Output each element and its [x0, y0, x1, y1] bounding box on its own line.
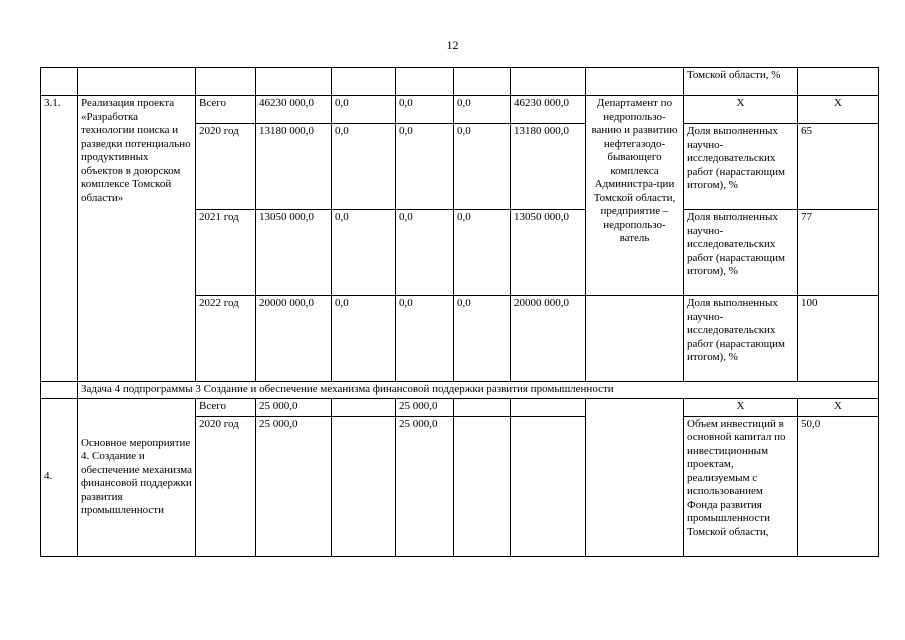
indicator-cell: Томской области, %	[684, 68, 798, 96]
local-cell: 0,0	[454, 296, 511, 382]
extra-budget-cell: 13050 000,0	[511, 210, 586, 296]
row-number: 3.1.	[41, 96, 78, 382]
year-cell: Всего	[196, 96, 256, 124]
year-cell: 2020 год	[196, 124, 256, 210]
regional-cell: 25 000,0	[396, 398, 454, 416]
activity-name: Основное мероприятие 4. Создание и обеспечение механизма финансовой поддержки развития промышленности	[78, 398, 196, 556]
program-table	[40, 67, 879, 557]
year-cell: 2022 год	[196, 296, 256, 382]
task-title: Задача 4 подпрограммы 3 Создание и обеспечение механизма финансовой поддержки развития промышленности	[78, 382, 879, 399]
executor-cell-empty	[586, 296, 684, 382]
task-row	[41, 382, 879, 399]
extra-budget-cell	[511, 398, 586, 416]
federal-cell	[332, 416, 396, 556]
indicator-cell: Х	[684, 96, 798, 124]
indicator-cell: Доля выполненных научно-исследовательских работ (нарастающим итогом), %	[684, 124, 798, 210]
federal-cell: 0,0	[332, 210, 396, 296]
total-cell: 20000 000,0	[256, 296, 332, 382]
extra-budget-cell: 46230 000,0	[511, 96, 586, 124]
table-row	[41, 398, 879, 416]
value-cell: 100	[798, 296, 879, 382]
indicator-cell: Доля выполненных научно-исследовательских работ (нарастающим итогом), %	[684, 210, 798, 296]
indicator-cell: Х	[684, 398, 798, 416]
total-cell: 46230 000,0	[256, 96, 332, 124]
local-cell	[454, 398, 511, 416]
table-row	[41, 96, 879, 124]
row-number: 4.	[41, 398, 78, 556]
value-cell: 50,0	[798, 416, 879, 556]
regional-cell: 0,0	[396, 124, 454, 210]
total-cell: 13180 000,0	[256, 124, 332, 210]
indicator-cell: Объем инвестиций в основной капитал по инвестиционным проектам, реализуемым с использованием Фонда развития промышленности Томской области,	[684, 416, 798, 556]
executor-cell	[586, 398, 684, 556]
indicator-cell: Доля выполненных научно-исследовательских работ (нарастающим итогом), %	[684, 296, 798, 382]
local-cell	[454, 416, 511, 556]
federal-cell: 0,0	[332, 124, 396, 210]
local-cell: 0,0	[454, 210, 511, 296]
activity-name: Реализация проекта «Разработка технологии поиска и разведки потенциально продуктивных объектов в доюрском комплексе Томской области»	[78, 96, 196, 382]
local-cell: 0,0	[454, 96, 511, 124]
year-cell: Всего	[196, 398, 256, 416]
regional-cell: 0,0	[396, 96, 454, 124]
year-cell: 2020 год	[196, 416, 256, 556]
extra-budget-cell: 20000 000,0	[511, 296, 586, 382]
federal-cell	[332, 398, 396, 416]
total-cell: 25 000,0	[256, 398, 332, 416]
value-cell: 77	[798, 210, 879, 296]
page-number: 12	[446, 38, 459, 52]
local-cell: 0,0	[454, 124, 511, 210]
regional-cell: 25 000,0	[396, 416, 454, 556]
federal-cell: 0,0	[332, 96, 396, 124]
table-row	[41, 68, 879, 96]
federal-cell: 0,0	[332, 296, 396, 382]
total-cell: 13050 000,0	[256, 210, 332, 296]
extra-budget-cell	[511, 416, 586, 556]
value-cell: 65	[798, 124, 879, 210]
value-cell: Х	[798, 398, 879, 416]
regional-cell: 0,0	[396, 296, 454, 382]
executor-cell: Департамент по недропользо-ванию и развитию нефтегазодо-бывающего комплекса Администра-ции Томской области, предприятие – недропользо-ватель	[586, 96, 684, 296]
regional-cell: 0,0	[396, 210, 454, 296]
total-cell: 25 000,0	[256, 416, 332, 556]
extra-budget-cell: 13180 000,0	[511, 124, 586, 210]
value-cell: Х	[798, 96, 879, 124]
year-cell: 2021 год	[196, 210, 256, 296]
